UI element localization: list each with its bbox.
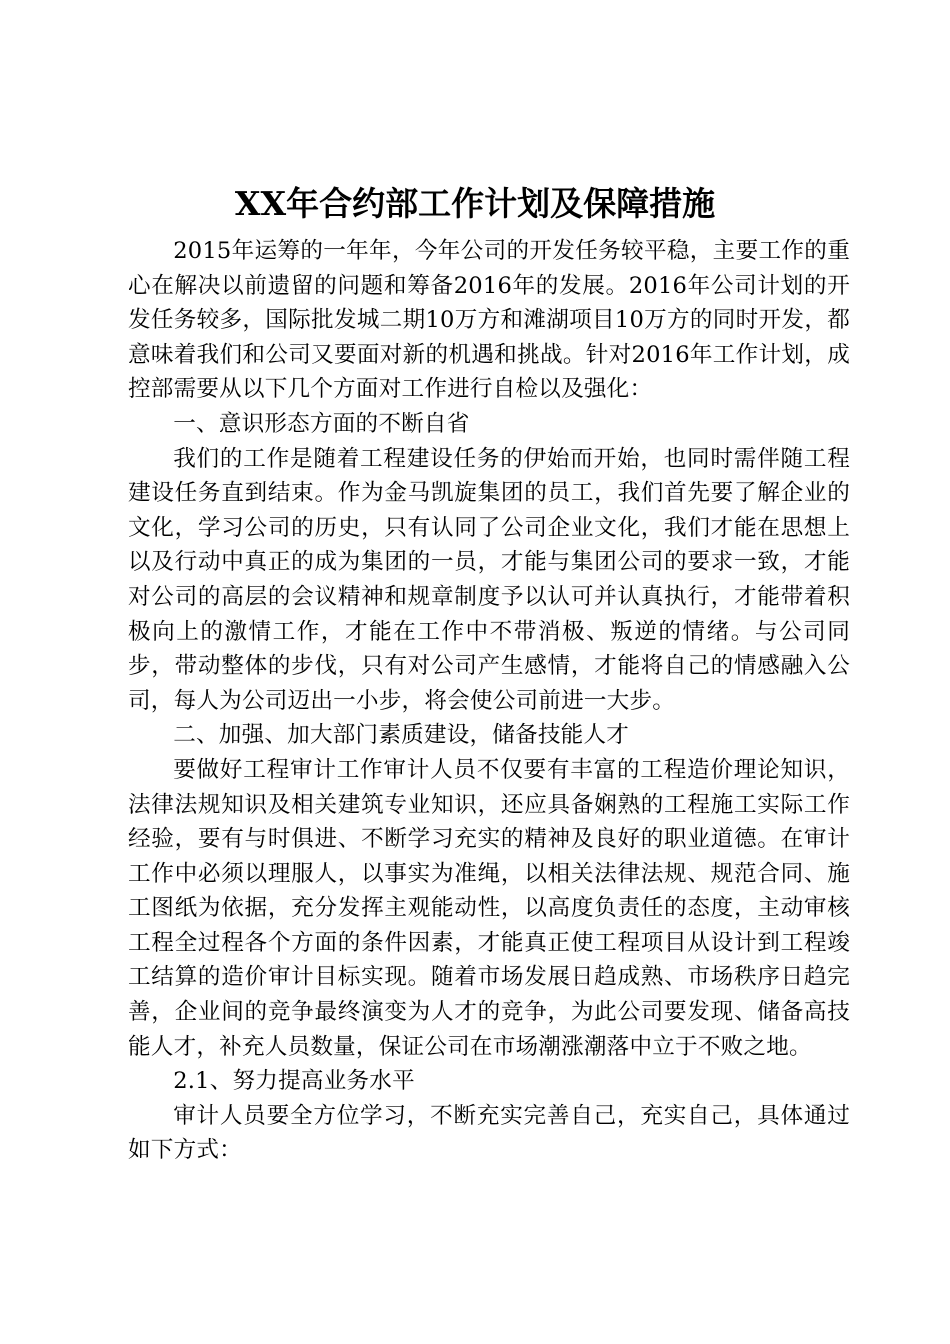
subsection-heading-2-1: 2.1、努力提高业务水平 (173, 1068, 415, 1095)
section-heading-1: 一、意识形态方面的不断自省 (173, 410, 470, 437)
section-1-paragraph: 我们的工作是随着工程建设任务的伊始而开始，也同时需伴随工程建设任务直到结束。作为金马凯旋集团的员工，我们首先要了解企业的文化，学习公司的历史，只有认同了公司企业文化，我们才能在思想上以及行动中真正的成为集团的一员，才能与集团公司的要求一致，才能对公司的高层的会议精神和规章制度予以认可并认真执行，才能带着积极向上的激情工作，才能在工作中不带消极、叛逆的情绪。与公司同步，带动整体的步伐，只有对公司产生感情，才能将自己的情感融入公司，每人为公司迈出一小步，将会使公司前进一大步。 (128, 445, 850, 714)
document-title: XX年合约部工作计划及保障措施 (234, 184, 716, 223)
subsection-2-1-paragraph: 审计人员要全方位学习，不断充实完善自己，充实自己，具体通过如下方式： (128, 1102, 850, 1164)
section-2-paragraph: 要做好工程审计工作审计人员不仅要有丰富的工程造价理论知识，法律法规知识及相关建筑专业知识，还应具备娴熟的工程施工实际工作经验，要有与时俱进、不断学习充实的精神及良好的职业道德。在审计工作中必须以理服人，以事实为准绳，以相关法律法规、规范合同、施工图纸为依据，充分发挥主观能动性，以高度负责任的态度，主动审核工程全过程各个方面的条件因素，才能真正使工程项目从设计到工程竣工结算的造价审计目标实现。随着市场发展日趋成熟、市场秩序日趋完善，企业间的竞争最终演变为人才的竞争，为此公司要发现、储备高技能人才，补充人员数量，保证公司在市场潮涨潮落中立于不败之地。 (128, 756, 850, 1060)
document-body (128, 234, 850, 1168)
section-heading-2: 二、加强、加大部门素质建设，储备技能人才 (173, 722, 630, 749)
intro-paragraph: 2015年运筹的一年年，今年公司的开发任务较平稳，主要工作的重心在解决以前遗留的问题和筹备2016年的发展。2016年公司计划的开发任务较多，国际批发城二期10万方和滩湖项目10万方的同时开发，都意味着我们和公司又要面对新的机遇和挑战。针对2016年工作计划，成控部需要从以下几个方面对工作进行自检以及强化： (128, 238, 850, 403)
